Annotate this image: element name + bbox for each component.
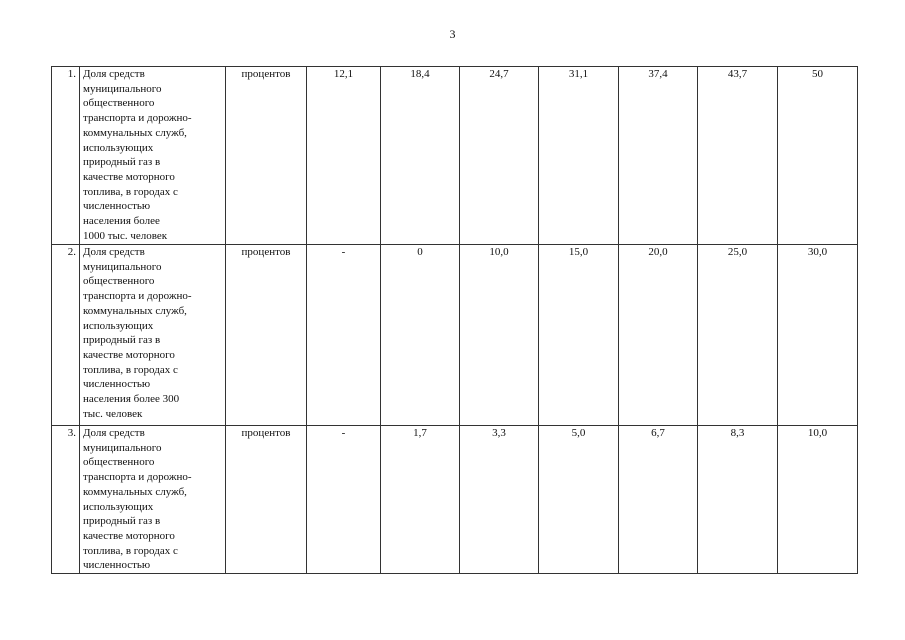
indicator-name-line: 1000 тыс. человек [83, 229, 168, 242]
value-cell: 12,1 [307, 67, 381, 245]
indicators-table [51, 66, 858, 574]
indicator-name-line: муниципального [83, 441, 162, 454]
indicator-name-line: населения более 300 [83, 393, 180, 406]
indicator-name-line: тыс. человек [83, 407, 143, 420]
unit-cell: процентов [226, 426, 307, 574]
table-row [52, 426, 858, 574]
indicator-name [80, 245, 226, 426]
row-number: 3. [52, 426, 80, 574]
value-cell: 30,0 [778, 245, 858, 426]
indicator-name-line: Доля средств [83, 427, 145, 439]
indicator-name-line: транспорта и дорожно- [83, 112, 192, 125]
indicator-name-line: качестве моторного [83, 348, 175, 361]
value-cell: 20,0 [619, 245, 698, 426]
indicator-name-line: качестве моторного [83, 170, 175, 183]
indicator-name-line: использующих [83, 141, 154, 154]
value-cell: - [307, 426, 381, 574]
indicator-name-line: населения более [83, 215, 160, 228]
indicator-name-line: коммунальных служб, [83, 126, 187, 139]
indicator-name-line: природный газ в [83, 334, 161, 347]
indicator-name-line: транспорта и дорожно- [83, 471, 192, 484]
value-cell: 6,7 [619, 426, 698, 574]
indicator-name [80, 426, 226, 574]
indicator-name-line: использующих [83, 500, 154, 513]
value-cell: 3,3 [460, 426, 539, 574]
row-number: 1. [52, 67, 80, 245]
indicator-name-line: коммунальных служб, [83, 485, 187, 498]
value-cell: 1,7 [381, 426, 460, 574]
value-cell: 31,1 [539, 67, 619, 245]
indicator-name-line: общественного [83, 97, 155, 110]
indicator-name-line: топлива, в городах с [83, 185, 178, 198]
indicator-name-line: численностью [83, 378, 151, 391]
indicator-name-line: муниципального [83, 260, 162, 273]
value-cell: 8,3 [698, 426, 778, 574]
indicator-name-line: общественного [83, 456, 155, 469]
indicator-name-line: топлива, в городах с [83, 544, 178, 557]
value-cell: 24,7 [460, 67, 539, 245]
indicator-name-line: муниципального [83, 82, 162, 95]
value-cell: 18,4 [381, 67, 460, 245]
value-cell: 15,0 [539, 245, 619, 426]
value-cell: 43,7 [698, 67, 778, 245]
value-cell: 25,0 [698, 245, 778, 426]
indicator-name-line: транспорта и дорожно- [83, 290, 192, 303]
table-row [52, 245, 858, 426]
value-cell: 37,4 [619, 67, 698, 245]
indicator-name-line: коммунальных служб, [83, 304, 187, 317]
unit-cell: процентов [226, 67, 307, 245]
value-cell: - [307, 245, 381, 426]
indicator-name-line: численностью [83, 200, 151, 213]
indicator-name-line: Доля средств [83, 68, 145, 80]
value-cell: 10,0 [778, 426, 858, 574]
indicator-name-line: топлива, в городах с [83, 363, 178, 376]
table-row [52, 67, 858, 245]
indicator-name [80, 67, 226, 245]
indicator-name-line: качестве моторного [83, 529, 175, 542]
value-cell: 5,0 [539, 426, 619, 574]
value-cell: 10,0 [460, 245, 539, 426]
unit-cell: процентов [226, 245, 307, 426]
indicator-name-line: общественного [83, 275, 155, 288]
value-cell: 0 [381, 245, 460, 426]
page-number: 3 [449, 27, 456, 41]
row-number: 2. [52, 245, 80, 426]
indicator-name-line: Доля средств [83, 246, 145, 258]
indicator-name-line: природный газ в [83, 156, 161, 169]
value-cell: 50 [778, 67, 858, 245]
indicator-name-line: использующих [83, 319, 154, 332]
indicator-name-line: природный газ в [83, 515, 161, 528]
indicator-name-line: численностью [83, 559, 151, 572]
